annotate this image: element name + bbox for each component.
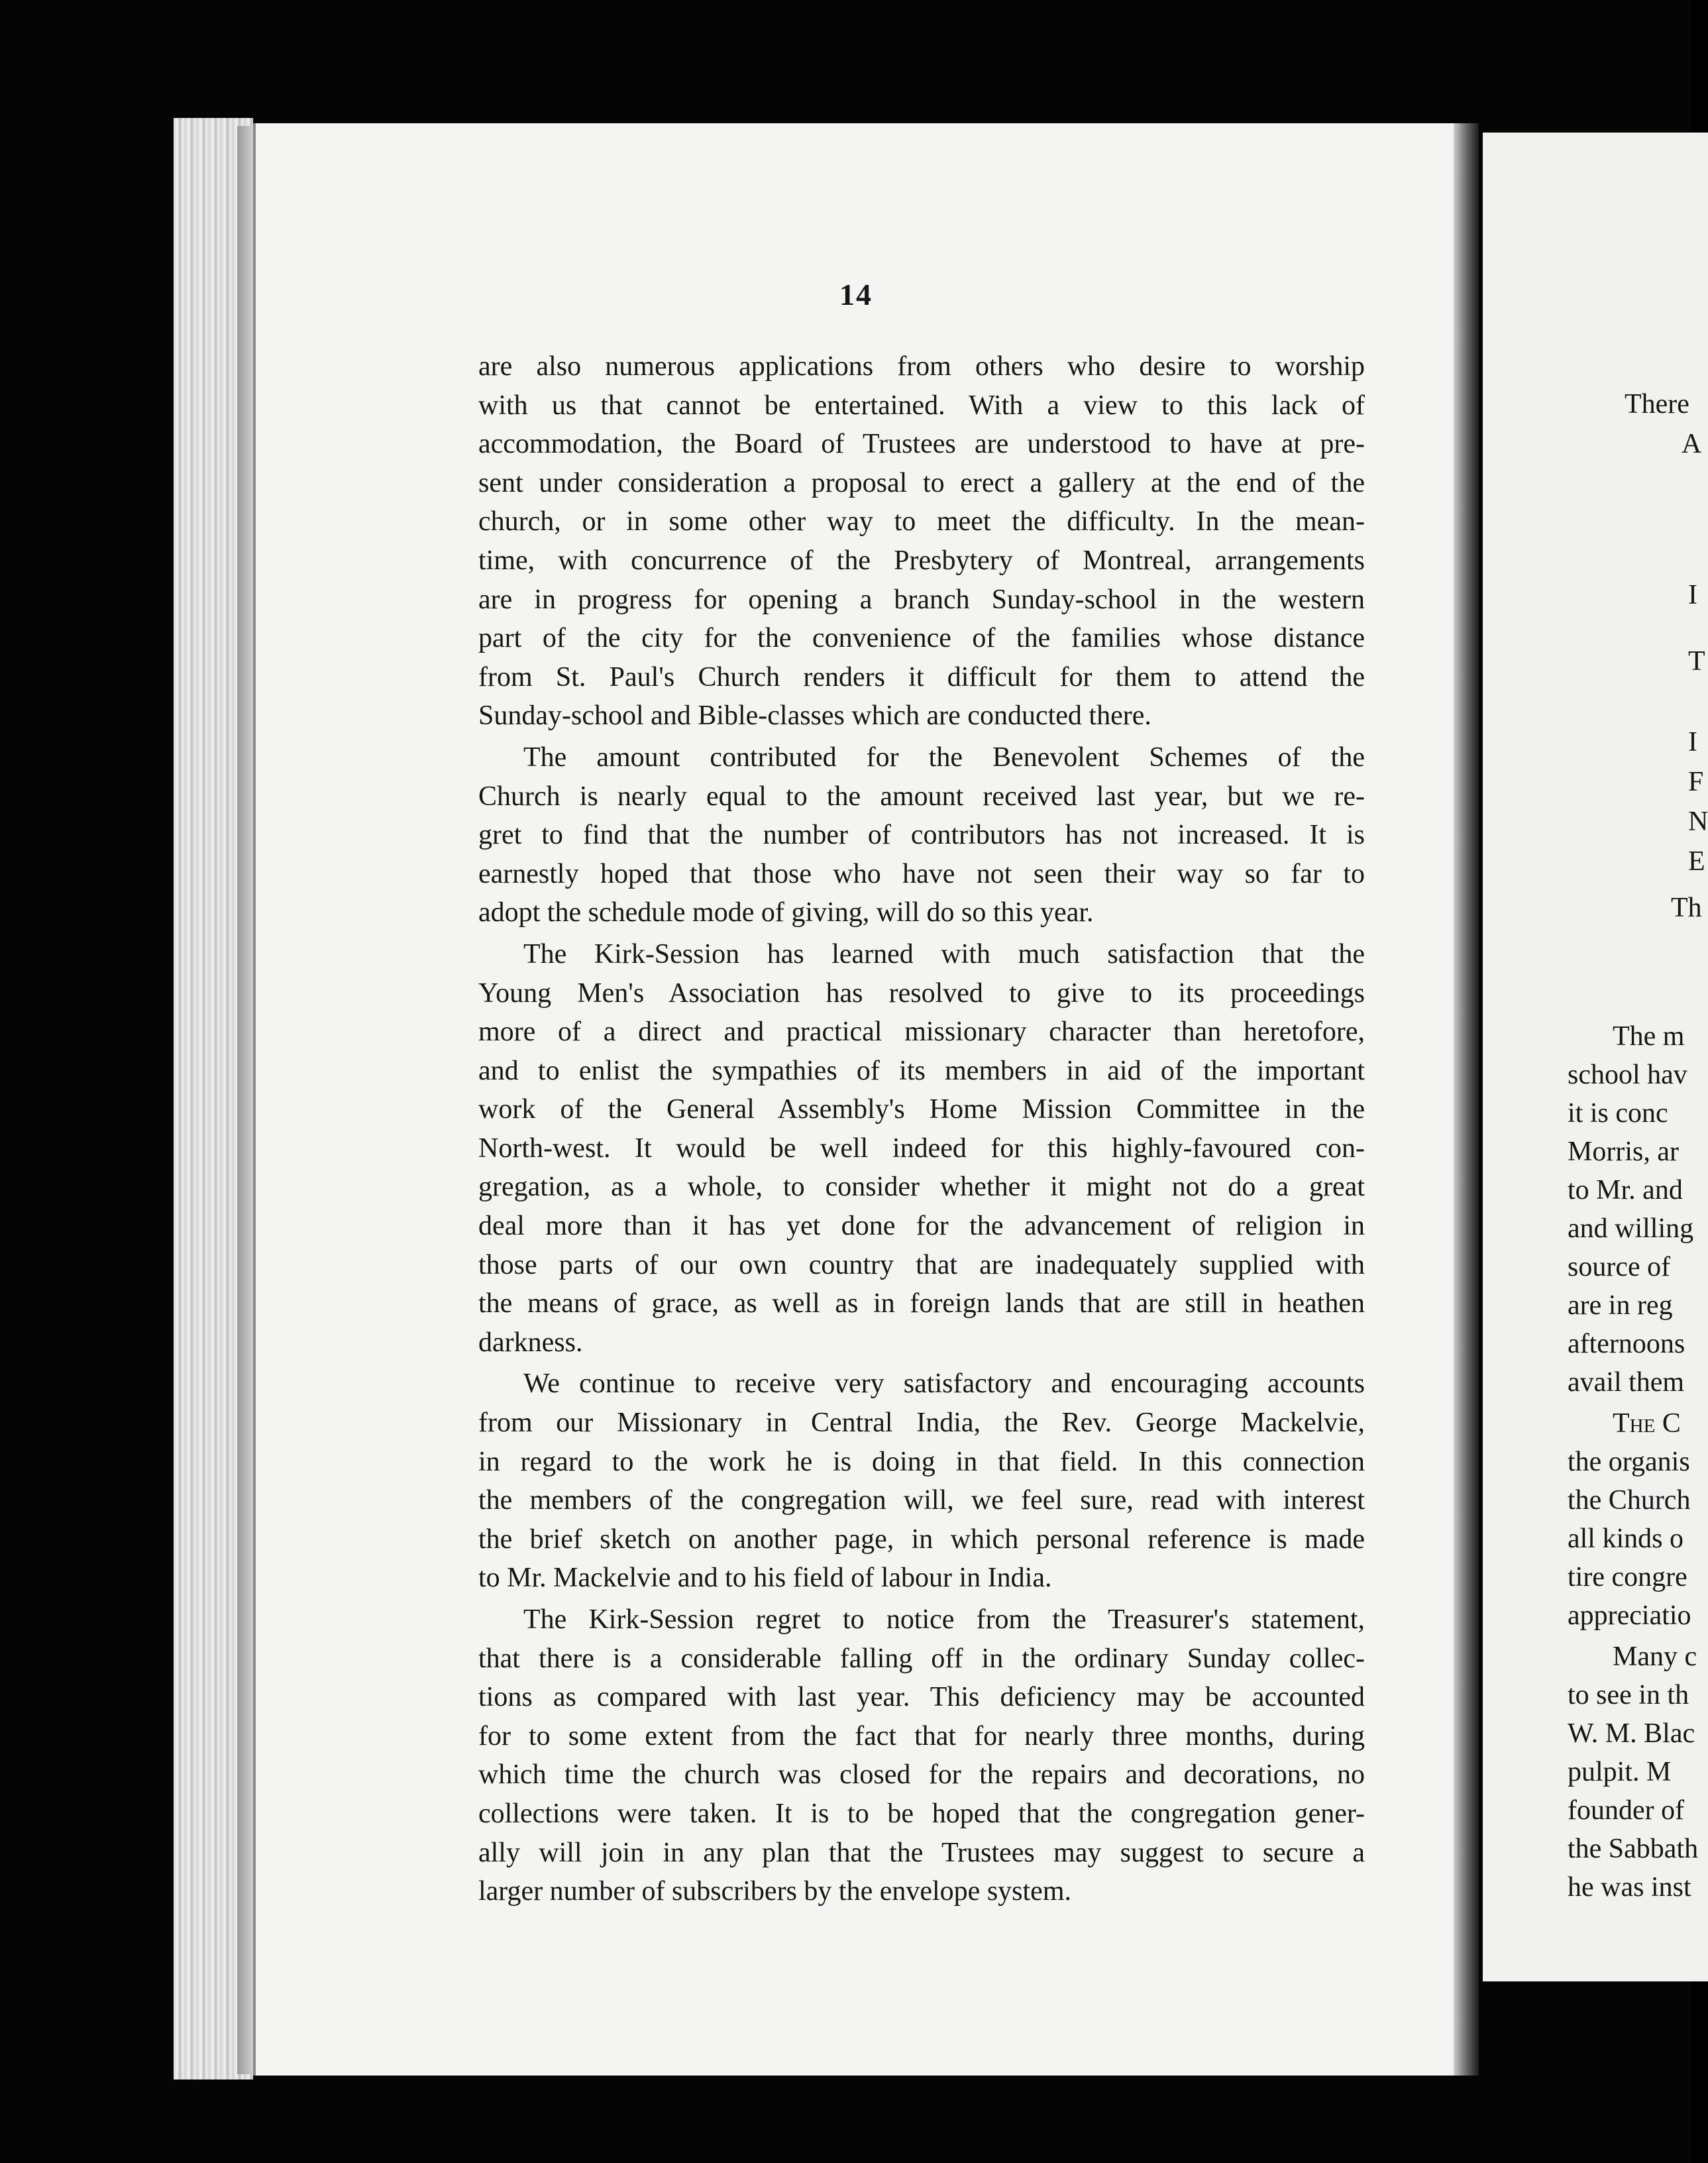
right-page-fragment: I: [1688, 580, 1697, 610]
right-page-fragment: I: [1688, 727, 1697, 757]
text-line: to Mr. Mackelvie and to his field of labour in India.: [478, 1563, 1052, 1594]
text-line: for to some extent from the fact that for nearly three months, during: [478, 1720, 1365, 1751]
text-line: from our Missionary in Central India, the Rev. George Mackelvie,: [478, 1408, 1365, 1439]
paragraph-3: [478, 935, 1365, 1362]
text-line: work of the General Assembly's Home Mission Committee in the: [478, 1094, 1365, 1125]
right-page-fragment: T: [1688, 646, 1705, 677]
paragraph-4: [478, 1364, 1365, 1598]
right-page-fragment: The C: [1613, 1408, 1681, 1439]
text-line: from St. Paul's Church renders it difficult for them to attend the: [478, 661, 1365, 693]
text-line: with us that cannot be entertained. With a view to this lack of: [478, 390, 1365, 421]
right-page-fragment: A: [1681, 429, 1702, 459]
right-page-fragment: F: [1688, 767, 1704, 797]
paragraph-5: [478, 1600, 1365, 1911]
right-page-fragment: he was inst: [1568, 1872, 1691, 1903]
text-line: in regard to the work he is doing in that field. In this connection: [478, 1446, 1365, 1477]
text-line: are in progress for opening a branch Sunday-school in the western: [478, 584, 1365, 615]
right-page-fragment: the organis: [1568, 1447, 1690, 1477]
text-line: sent under consideration a proposal to erect a gallery at the end of the: [478, 467, 1365, 498]
text-line: deal more than it has yet done for the advancement of religion in: [478, 1211, 1365, 1242]
right-page-fragment: N: [1688, 806, 1708, 837]
right-page-fragment: the Church: [1568, 1485, 1691, 1516]
right-page-fragment: to see in th: [1568, 1680, 1689, 1710]
text-line: tions as compared with last year. This deficiency may be accounted: [478, 1682, 1365, 1713]
right-page-fragment: Th: [1671, 893, 1702, 923]
text-line: the means of grace, as well as in foreign lands that are still in heathen: [478, 1288, 1365, 1319]
text-line: Church is nearly equal to the amount received last year, but we re-: [478, 781, 1365, 812]
text-line: North-west. It would be well indeed for this highly-favoured con-: [478, 1133, 1365, 1164]
text-line: The Kirk-Session regret to notice from the Treasurer's statement,: [523, 1604, 1365, 1635]
text-line: which time the church was closed for the repairs and decorations, no: [478, 1759, 1365, 1791]
text-line: collections were taken. It is to be hoped that the congregation gener-: [478, 1798, 1365, 1829]
page-body: [478, 347, 1365, 1914]
text-line: church, or in some other way to meet the difficulty. In the mean-: [478, 506, 1365, 537]
right-page-fragment: The m: [1613, 1021, 1685, 1052]
text-line: We continue to receive very satisfactory and encouraging accounts: [523, 1368, 1365, 1400]
right-page-fragment: it is conc: [1568, 1098, 1668, 1129]
right-page-fragment: appreciatio: [1568, 1600, 1691, 1631]
text-line: accommodation, the Board of Trustees are understood to have at pre-: [478, 429, 1365, 460]
right-page-fragment: source of: [1568, 1252, 1671, 1282]
text-line: larger number of subscribers by the envelope system.: [478, 1876, 1071, 1907]
text-line: ally will join in any plan that the Trustees may suggest to secure a: [478, 1837, 1365, 1868]
text-line: that there is a considerable falling off in the ordinary Sunday collec-: [478, 1643, 1365, 1674]
right-page-fragment: school hav: [1568, 1060, 1687, 1090]
right-page-fragment: are in reg: [1568, 1290, 1673, 1321]
right-page-fragment: all kinds o: [1568, 1524, 1683, 1554]
text-line: Sunday-school and Bible-classes which are conducted there.: [478, 700, 1151, 732]
text-line: are also numerous applications from others who desire to worship: [478, 351, 1365, 382]
right-page-partial: [1483, 133, 1708, 1981]
text-line: those parts of our own country that are inadequately supplied with: [478, 1249, 1365, 1280]
right-page-fragment: and willing: [1568, 1213, 1694, 1244]
text-line: the brief sketch on another page, in which personal reference is made: [478, 1524, 1365, 1555]
text-line: The amount contributed for the Benevolent Schemes of the: [523, 742, 1365, 773]
text-line: adopt the schedule mode of giving, will do so this year.: [478, 897, 1094, 928]
right-page-fragment: pulpit. M: [1568, 1757, 1672, 1787]
paragraph-2: [478, 738, 1365, 932]
right-page-fragment: Morris, ar: [1568, 1137, 1679, 1167]
text-line: gregation, as a whole, to consider whether it might not do a great: [478, 1172, 1365, 1203]
right-page-fragment: avail them: [1568, 1367, 1685, 1398]
right-page-fragment: the Sabbath: [1568, 1834, 1699, 1864]
text-line: The Kirk-Session has learned with much satisfaction that the: [523, 938, 1365, 970]
right-page-fragment: There: [1625, 389, 1689, 419]
right-page-fragment: founder of: [1568, 1795, 1685, 1826]
text-line: Young Men's Association has resolved to give to its proceedings: [478, 977, 1365, 1009]
text-line: earnestly hoped that those who have not seen their way so far to: [478, 858, 1365, 889]
page-number: 14: [839, 278, 873, 311]
text-line: gret to find that the number of contributors has not increased. It is: [478, 820, 1365, 851]
left-page: [253, 123, 1456, 2076]
book-gutter: [1454, 123, 1479, 2076]
text-line: darkness.: [478, 1327, 583, 1358]
text-line: time, with concurrence of the Presbytery of Montreal, arrangements: [478, 545, 1365, 576]
right-page-fragment: E: [1688, 846, 1705, 877]
text-line: and to enlist the sympathies of its members in aid of the important: [478, 1055, 1365, 1086]
right-page-fragment: afternoons: [1568, 1329, 1685, 1359]
text-line: the members of the congregation will, we feel sure, read with interest: [478, 1485, 1365, 1516]
right-page-fragment: to Mr. and: [1568, 1175, 1683, 1205]
right-page-fragment: tire congre: [1568, 1562, 1687, 1592]
right-page-fragment: Many c: [1613, 1641, 1697, 1672]
text-line: more of a direct and practical missionary character than heretofore,: [478, 1017, 1365, 1048]
paragraph-1: [478, 347, 1365, 736]
right-page-fragment: W. M. Blac: [1568, 1718, 1695, 1749]
text-line: part of the city for the convenience of the families whose distance: [478, 623, 1365, 654]
